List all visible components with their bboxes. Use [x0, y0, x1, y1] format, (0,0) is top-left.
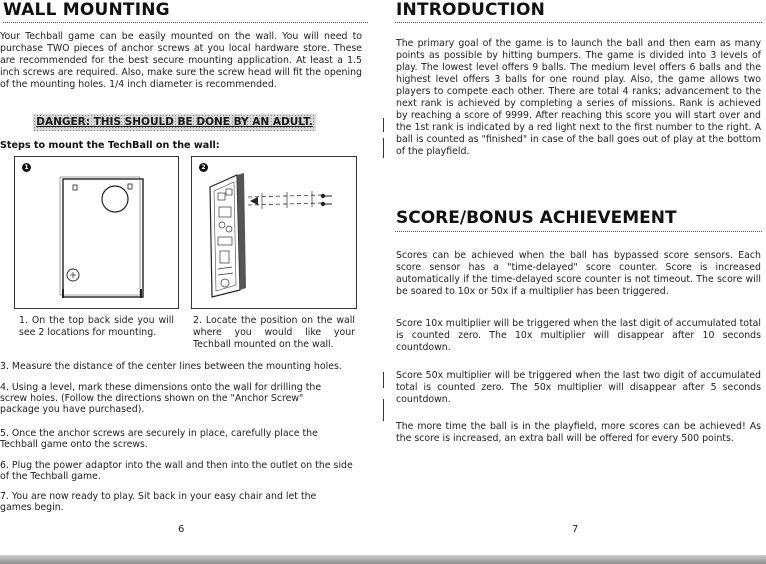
figure-1-frame: [14, 156, 179, 309]
figure-2-number: 2: [199, 163, 208, 172]
margin-mark: [383, 138, 384, 158]
margin-mark: [383, 399, 384, 421]
margin-mark: [383, 372, 384, 388]
steps-heading: Steps to mount the TechBall on the wall:: [0, 140, 220, 151]
danger-banner-text: DANGER: THIS SHOULD BE DONE BY AN ADULT.: [36, 116, 313, 128]
score-paragraph-3: Score 50x multiplier will be triggered when the last two digit of accumulated total is counted zero. The 50x multiplier will disappear after 5 seconds countdown.: [396, 370, 761, 405]
step-7: 7. You are now ready to play. Sit back in your easy chair and let the games begin.: [0, 491, 317, 513]
step-3: 3. Measure the distance of the center lines between the mounting holes.: [0, 361, 342, 372]
section-divider: [395, 231, 762, 232]
mounting-line-bottom: [248, 203, 322, 205]
mounting-hole-icon: [102, 186, 128, 212]
score-paragraph-2: Score 10x multiplier will be triggered when the last digit of accumulated total is counted zero. The 10x multiplier will disappear after 10 seconds countdown.: [396, 318, 761, 353]
page-number-6: 6: [178, 524, 185, 535]
page-number-7: 7: [572, 524, 579, 535]
figure-1-number: 1: [22, 163, 31, 172]
step-6: 6. Plug the power adaptor into the wall and then into the outlet on the side of the Techball game.: [0, 460, 353, 482]
figure-1-caption: 1. On the top back side you will see 2 locations for mounting.: [19, 315, 174, 338]
right-page: [383, 0, 766, 564]
figure-2-caption: 2. Locate the position on the wall where you would like your Techball mounted on the wall.: [193, 315, 355, 350]
step-5: 5. Once the anchor screws are securely in place, carefully place the Techball game onto the screws.: [0, 428, 318, 450]
mounting-line-top: [248, 195, 322, 197]
score-bonus-title: SCORE/BONUS ACHIEVEMENT: [396, 208, 677, 228]
score-paragraph-4: The more time the ball is in the playfield, more scores can be achieved! As the score is increased, an extra ball will be offered for every 500 points.: [396, 421, 761, 444]
wall-mounting-intro: Your Techball game can be easily mounted on the wall. You will need to purchase TWO pieces of anchor screws at you local hardware store. These are recommended for the best secure mounting application. At least a 1.5 inch screws are required. Also, make sure the screw head will fit the opening of the mounting holes. 1/4 inch diameter is recommended.: [0, 31, 362, 90]
techball-back-illustration: [15, 157, 178, 308]
introduction-text: The primary goal of the game is to launch the ball and then earn as many points as possible by hitting bumpers. The game is divided into 3 levels of play. The lowest level offers 9 balls. The medium level offers 6 balls and the highest level offers 3 balls for one round play. Also, the game allows two players to compete each other. There are total 4 ranks; advancement to the next rank is achieved by completing a series of missions. Rank is achieved by reaching a score of 9999. After reaching this score you will start over and the 1st rank is indicated by a red light next to the first number to the right. A ball is counted as "finished" in case of the ball goes out of play at the bottom of the playfield.: [396, 38, 761, 157]
screw-icon: [321, 194, 325, 198]
title-divider: [395, 22, 762, 23]
wall-mounting-title: WALL MOUNTING: [3, 0, 170, 20]
introduction-title: INTRODUCTION: [396, 0, 546, 20]
scan-edge: [0, 555, 766, 564]
figure-2-frame: [191, 156, 357, 309]
arrow-left-icon: [250, 197, 258, 205]
techball-wall-illustration: [192, 157, 356, 308]
score-paragraph-1: Scores can be achieved when the ball has bypassed score sensors. Each score sensor has a "time-delayed" score counter. Score is increased automatically if the time-delayed score counter is not timeout. The score will be soared to 10x or 50x if a multiplier has been triggered.: [396, 250, 761, 297]
margin-mark: [383, 118, 384, 132]
step-4: 4. Using a level, mark these dimensions onto the wall for drilling the screw holes. (Follow the directions shown on the "Anchor Screw" package you have purchased).: [0, 382, 322, 415]
title-divider: [3, 22, 368, 23]
danger-banner: [33, 114, 316, 131]
